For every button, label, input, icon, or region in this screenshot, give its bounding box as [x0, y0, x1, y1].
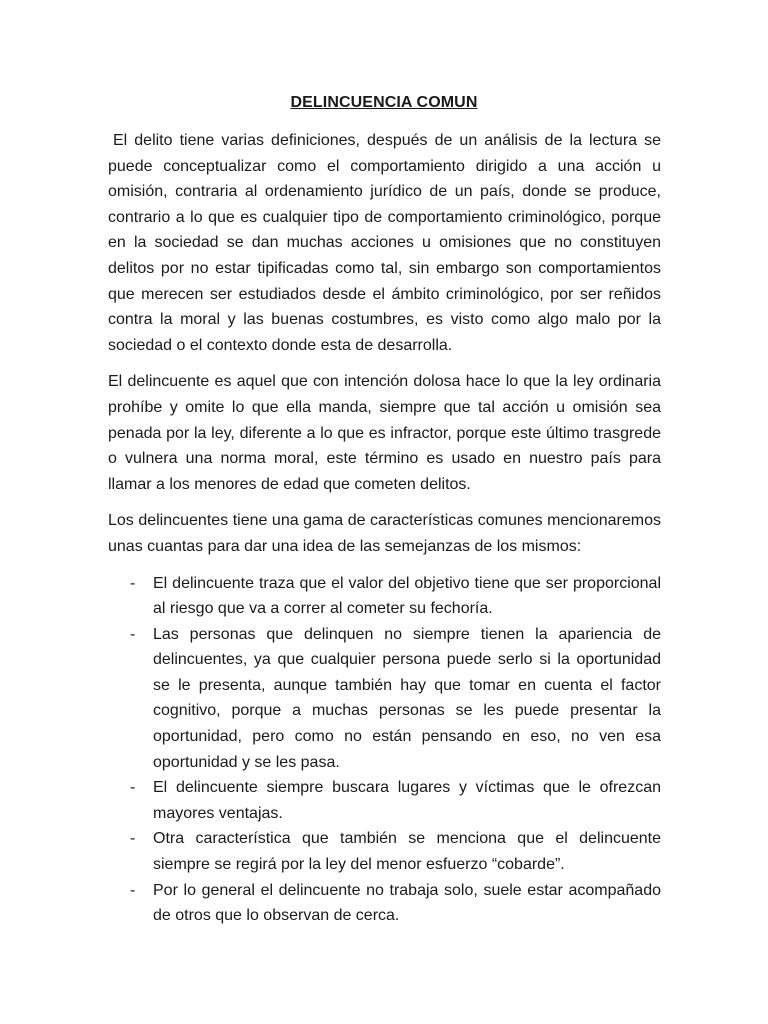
characteristics-list	[108, 571, 661, 929]
list-item-text: El delincuente traza que el valor del objetivo tiene que ser proporcional al riesgo que va a correr al cometer su fechoría.	[153, 574, 661, 618]
list-item	[108, 878, 661, 929]
list-item-text: El delincuente siempre buscara lugares y víctimas que le ofrezcan mayores ventajas.	[153, 779, 661, 822]
list-item-text: Las personas que delinquen no siempre tienen la apariencia de delincuentes, ya que cualquier persona puede serlo si la oportunidad se le presenta, aunque también hay que tomar en cuenta el factor cognitivo, porque a muchas personas se les puede presentar la oportunidad, pero como no están pensando en eso, no ven esa oportunidad y se les pasa.	[153, 625, 661, 771]
list-item-text: Por lo general el delincuente no trabaja solo, suele estar acompañado de otros que lo observan de cerca.	[153, 881, 661, 925]
list-item	[108, 826, 661, 877]
list-marker: -	[130, 881, 136, 899]
document-body	[108, 128, 661, 929]
list-item-text: Otra característica que también se menciona que el delincuente siempre se regirá por la ley del menor esfuerzo “cobarde”.	[153, 830, 661, 874]
list-marker: -	[130, 779, 136, 797]
list-item	[108, 622, 661, 776]
list-marker: -	[130, 830, 136, 848]
list-item	[108, 775, 661, 826]
document-title: DELINCUENCIA COMUN	[290, 94, 478, 111]
paragraph-delito: El delito tiene varias definiciones, después de un análisis de la lectura se puede conceptualizar como el comportamiento dirigido a una acción u omisión, contraria al ordenamiento jurídico de un país, donde se produce, contrario a lo que es cualquier tipo de comportamiento criminológico, porque en la sociedad se dan muchas acciones u omisiones que no constituyen delitos por no estar tipificadas como tal, sin embargo son comportamientos que merecen ser estudiados desde el ámbito criminológico, por ser reñidos contra la moral y las buenas costumbres, es visto como algo malo por la sociedad o el contexto donde esta de desarrolla.	[108, 132, 661, 354]
list-marker: -	[130, 574, 136, 592]
list-marker: -	[130, 625, 136, 643]
paragraph-caracteristicas: Los delincuentes tiene una gama de características comunes mencionaremos unas cuantas para dar una idea de las semejanzas de los mismos:	[108, 512, 661, 555]
paragraph-delincuente: El delincuente es aquel que con intención dolosa hace lo que la ley ordinaria prohíbe y omite lo que ella manda, siempre que tal acción u omisión sea penada por la ley, diferente a lo que es infractor, porque este último trasgrede o vulnera una norma moral, este término es usado en nuestro país para llamar a los menores de edad que cometen delitos.	[108, 373, 661, 493]
list-item	[108, 571, 661, 622]
